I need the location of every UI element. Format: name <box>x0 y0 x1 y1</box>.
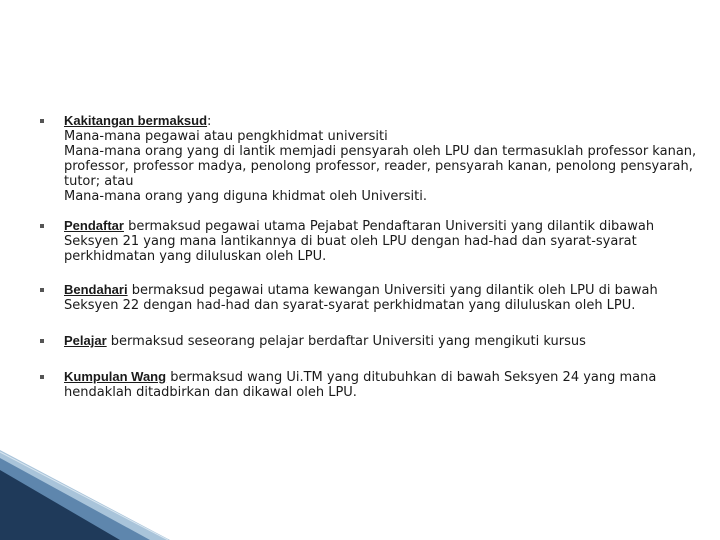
definition-kumpulan-wang: bermaksud wang Ui.TM yang ditubuhkan di bawah Seksyen 24 yang mana hendaklah ditadbirkan dan dikawal oleh LPU. <box>64 370 657 400</box>
definition-bendahari: bermaksud pegawai utama kewangan Universiti yang dilantik oleh LPU di bawah Seksyen 22 dengan had-had dan syarat-syarat perkhidmatan yang diluluskan oleh LPU. <box>64 283 658 313</box>
term-kumpulan-wang: Kumpulan Wang <box>64 369 167 384</box>
bullet-item-bendahari <box>38 282 698 313</box>
bullet-item-pelajar <box>38 333 698 349</box>
definition-line-1: Mana-mana pegawai atau pengkhidmat universiti <box>64 129 388 144</box>
bullet-list <box>38 113 698 400</box>
definition-line-2: Mana-mana orang yang di lantik memjadi pensyarah oleh LPU dan termasuklah professor kanan, professor, professor madya, penolong professor, reader, pensyarah kanan, penolong pensyarah, tutor; atau <box>64 144 697 189</box>
definition-pelajar: bermaksud seseorang pelajar berdaftar Universiti yang mengikuti kursus <box>106 334 586 349</box>
bullet-item-pendaftar <box>38 218 698 264</box>
bullet-item-kumpulan-wang <box>38 369 698 400</box>
term-kakitangan: Kakitangan bermaksud <box>64 113 208 128</box>
term-pelajar: Pelajar <box>64 333 107 348</box>
bullet-marker <box>40 288 44 292</box>
term-pendaftar: Pendaftar <box>64 218 124 233</box>
corner-decoration <box>0 450 170 540</box>
definition-pendaftar: bermaksud pegawai utama Pejabat Pendaftaran Universiti yang dilantik dibawah Seksyen 21 yang mana lantikannya di buat oleh LPU dengan had-had dan syarat-syarat perkhidmatan yang diluluskan oleh LPU. <box>64 219 655 264</box>
term-bendahari: Bendahari <box>64 282 128 297</box>
bullet-marker <box>40 339 44 343</box>
bullet-marker <box>40 119 44 123</box>
bullet-marker <box>40 375 44 379</box>
term-suffix: : <box>207 114 212 129</box>
bullet-item-kakitangan <box>38 113 698 204</box>
bullet-marker <box>40 224 44 228</box>
definition-line-3: Mana-mana orang yang diguna khidmat oleh Universiti. <box>64 189 427 204</box>
